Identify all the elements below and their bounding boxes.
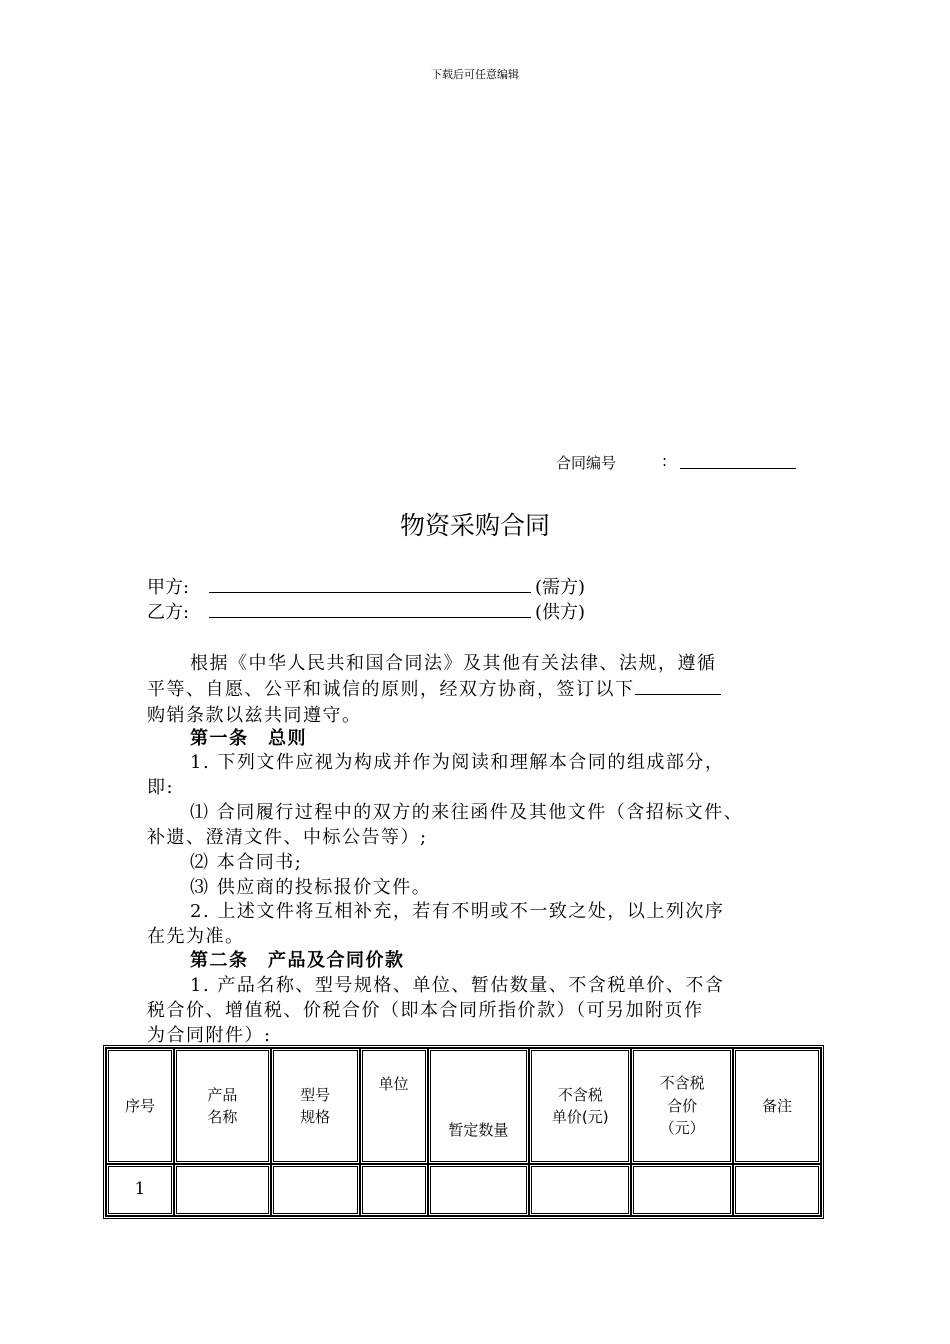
header-unit: 单位 (360, 1048, 428, 1164)
intro-line-2-text: 平等、自愿、公平和诚信的原则，经双方协商，签订以下 (147, 679, 635, 700)
header-unit-price-2: 单价(元) (551, 1108, 609, 1126)
header-quantity: 暂定数量 (428, 1048, 530, 1164)
row-quantity[interactable] (428, 1164, 530, 1216)
intro-line-2 (147, 675, 721, 701)
header-spec-1: 型号 (300, 1085, 331, 1104)
header-total-price (631, 1048, 733, 1164)
row-total-price[interactable] (631, 1164, 733, 1216)
header-product-name (174, 1048, 271, 1164)
intro-line-3: 购销条款以兹共同遵守。 (147, 705, 362, 726)
contract-number-blank (680, 468, 796, 469)
contract-number-label: 合同编号 (556, 454, 617, 472)
header-seq: 序号 (106, 1048, 174, 1164)
article-1-item-2-line-1: 2. 上述文件将互相补充，若有不明或不一致之处，以上列次序 (190, 901, 725, 922)
article-1-item-2-line-2: 在先为准。 (147, 926, 245, 947)
intro-line-1: 根据《中华人民共和国合同法》及其他有关法律、法规，遵循 (190, 653, 717, 674)
table-row (106, 1164, 821, 1216)
contract-number (556, 452, 668, 473)
table-header-row (106, 1048, 821, 1164)
row-spec[interactable] (271, 1164, 360, 1216)
party-b-label: 乙方: (147, 602, 190, 623)
row-unit[interactable] (360, 1164, 428, 1216)
row-remark[interactable] (733, 1164, 821, 1216)
party-b-blank (209, 601, 531, 618)
party-b (147, 598, 585, 624)
contract-number-colon: : (662, 452, 668, 470)
header-spec (271, 1048, 360, 1164)
party-a (147, 573, 585, 599)
header-product-name-2: 名称 (207, 1108, 238, 1126)
header-product-name-1: 产品 (207, 1085, 238, 1104)
article-1-item-1-line-1: 1. 下列文件应视为构成并作为阅读和理解本合同的组成部分， (190, 752, 725, 773)
product-table (103, 1045, 824, 1219)
header-unit-price (529, 1048, 631, 1164)
header-note: 下载后可任意编辑 (431, 68, 519, 81)
header-total-price-2: 合价 (667, 1096, 698, 1115)
header-total-price-3: （元） (659, 1119, 705, 1138)
header-total-price-1: 不含税 (659, 1074, 705, 1093)
row-product-name[interactable] (174, 1164, 271, 1216)
article-1-sub-3: ⑶ 供应商的投标报价文件。 (190, 877, 432, 898)
article-1-sub-1-line-2: 补遗、澄清文件、中标公告等）; (147, 827, 428, 848)
article-1-heading: 第一条 总则 (190, 728, 307, 749)
header-spec-2: 规格 (300, 1108, 331, 1126)
intro-blank (635, 680, 721, 695)
article-1-item-1-line-2: 即: (147, 777, 175, 798)
article-2-item-1-line-1: 1. 产品名称、型号规格、单位、暂估数量、不含税单价、不含 (190, 975, 725, 996)
party-a-role: (需方) (535, 577, 586, 598)
header-unit-price-1: 不含税 (557, 1085, 603, 1104)
article-2-heading: 第二条 产品及合同价款 (190, 950, 405, 971)
row-unit-price[interactable] (529, 1164, 631, 1216)
page-title: 物资采购合同 (399, 511, 550, 540)
party-a-label: 甲方: (147, 577, 190, 598)
row-seq: 1 (106, 1164, 174, 1216)
article-2-item-1-line-3: 为合同附件）: (147, 1025, 272, 1046)
article-1-sub-2: ⑵ 本合同书; (190, 852, 303, 873)
party-b-role: (供方) (535, 602, 586, 623)
header-remark: 备注 (733, 1048, 821, 1164)
party-a-blank (209, 576, 531, 593)
article-1-sub-1-line-1: ⑴ 合同履行过程中的双方的来往函件及其他文件（含招标文件、 (190, 802, 744, 823)
article-2-item-1-line-2: 税合价、增值税、价税合价（即本合同所指价款）（可另加附页作 (147, 1000, 704, 1021)
